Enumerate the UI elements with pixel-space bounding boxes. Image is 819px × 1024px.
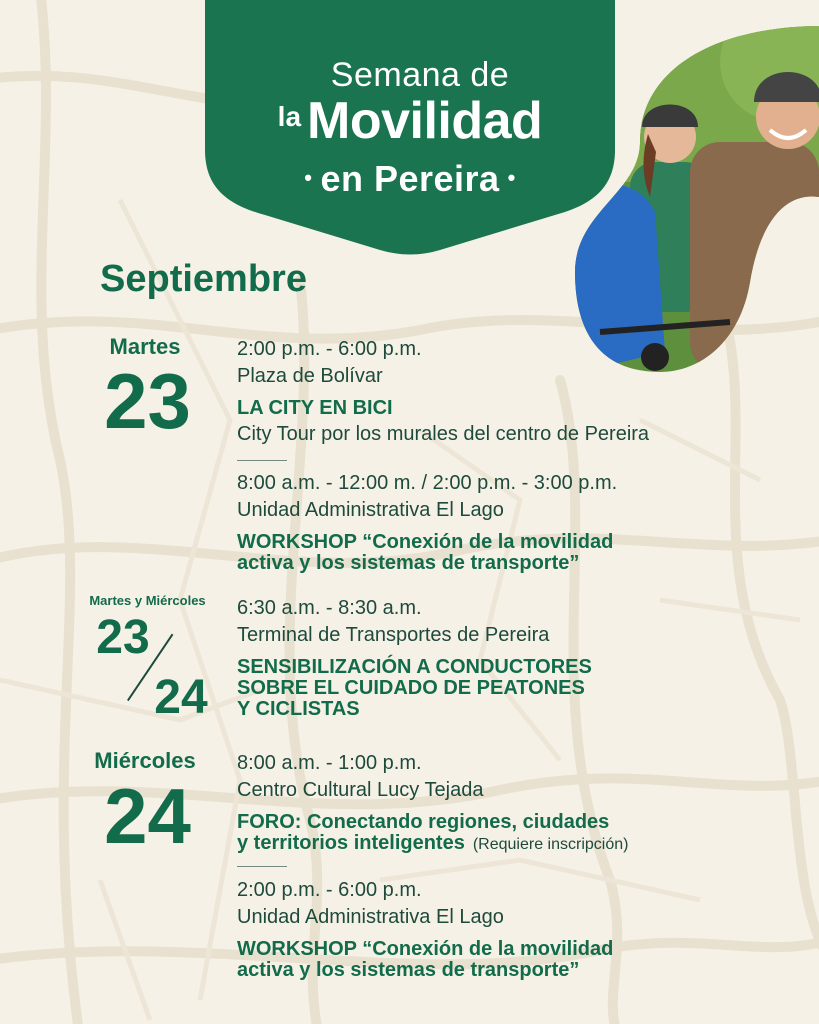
event-time: 8:00 a.m. - 1:00 p.m. xyxy=(237,752,422,774)
event-workshop-wednesday xyxy=(237,877,797,981)
event-title-line: Y CICLISTAS xyxy=(237,698,360,720)
event-time: 6:30 a.m. - 8:30 a.m. xyxy=(237,597,422,619)
event-title xyxy=(205,55,615,201)
event-title-line: y territorios inteligentes xyxy=(237,832,465,854)
event-subtitle: City Tour por los murales del centro de Pereira xyxy=(237,423,650,445)
title-line-2-big: Movilidad xyxy=(307,92,543,150)
title-line-3: en Pereira xyxy=(320,158,500,199)
event-foro xyxy=(237,750,797,855)
title-bullet-right: • xyxy=(507,165,516,190)
event-title-line: activa y los sistemas de transporte” xyxy=(237,959,580,981)
day-number-24: 24 xyxy=(104,772,191,860)
event-title xyxy=(237,657,797,720)
event-title xyxy=(237,812,797,855)
title-line-2-small: la xyxy=(277,101,302,132)
registration-note: (Requiere inscripción) xyxy=(472,836,629,853)
event-title-line: FORO: Conectando regiones, ciudades xyxy=(237,811,610,833)
day-label-miercoles: Miércoles xyxy=(94,748,196,773)
cyclists-photo xyxy=(570,22,819,374)
event-place: Terminal de Transportes de Pereira xyxy=(237,624,550,646)
day-label-martes: Martes xyxy=(109,334,181,359)
event-title-line: WORKSHOP “Conexión de la movilidad xyxy=(237,938,614,960)
event-la-city-en-bici xyxy=(237,336,797,447)
month-heading: Septiembre xyxy=(100,258,307,300)
event-title-line: activa y los sistemas de transporte” xyxy=(237,552,580,574)
event-title: LA CITY EN BICI xyxy=(237,397,393,419)
event-place: Unidad Administrativa El Lago xyxy=(237,906,504,928)
event-place: Plaza de Bolívar xyxy=(237,365,383,387)
event-time: 2:00 p.m. - 6:00 p.m. xyxy=(237,338,422,360)
title-line-1: Semana de xyxy=(330,56,510,94)
day-number-23: 23 xyxy=(96,611,150,664)
event-title xyxy=(237,532,797,574)
event-title xyxy=(237,939,797,981)
event-time: 8:00 a.m. - 12:00 m. / 2:00 p.m. - 3:00 p.m. xyxy=(237,472,618,494)
event-workshop-tuesday xyxy=(237,470,797,574)
day-number-24: 24 xyxy=(154,671,208,724)
day-number-23: 23 xyxy=(104,357,191,445)
day-label-martes-y-miercoles: Martes y Miércoles xyxy=(89,593,206,608)
event-title-line: WORKSHOP “Conexión de la movilidad xyxy=(237,531,614,553)
event-title-line: SENSIBILIZACIÓN A CONDUCTORES xyxy=(237,656,592,678)
event-sensibilizacion xyxy=(237,595,797,720)
event-divider xyxy=(237,460,287,461)
event-divider xyxy=(237,866,287,867)
event-place: Centro Cultural Lucy Tejada xyxy=(237,779,484,801)
event-place: Unidad Administrativa El Lago xyxy=(237,499,504,521)
title-bullet-left: • xyxy=(304,165,313,190)
event-title-line: SOBRE EL CUIDADO DE PEATONES xyxy=(237,677,585,699)
event-time: 2:00 p.m. - 6:00 p.m. xyxy=(237,879,422,901)
